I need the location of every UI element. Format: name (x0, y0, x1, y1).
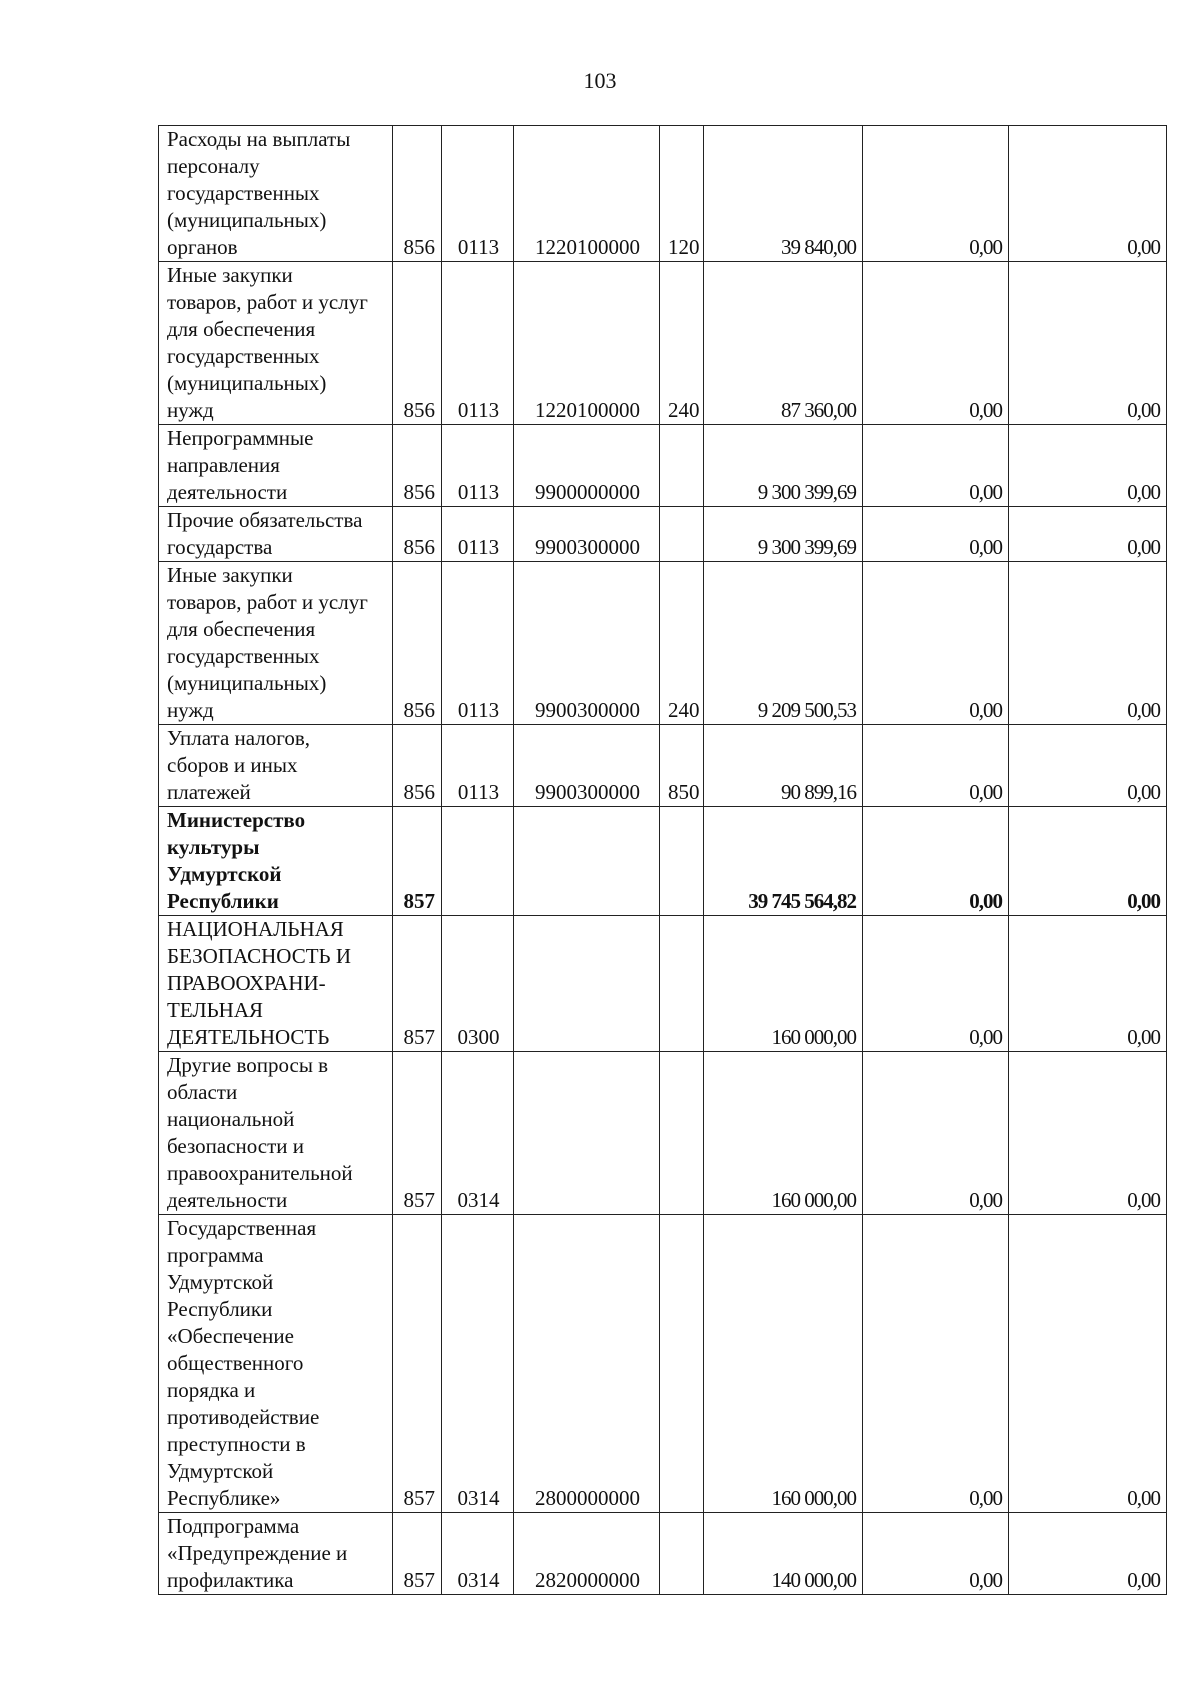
row-name-cell: Непрограммные направления деятельности (159, 425, 393, 507)
ministry-code-cell: 856 (393, 126, 442, 262)
table-row (159, 807, 1167, 916)
target-article-cell: 9900300000 (514, 562, 660, 725)
budget-table-body (159, 126, 1167, 1595)
table-row (159, 916, 1167, 1052)
ministry-code-cell: 856 (393, 262, 442, 425)
amount-cell-3: 0,00 (1009, 425, 1167, 507)
amount-cell-1: 140 000,00 (704, 1513, 863, 1595)
amount-cell-1: 160 000,00 (704, 1215, 863, 1513)
amount-cell-2: 0,00 (863, 725, 1009, 807)
section-code-cell: 0113 (442, 507, 514, 562)
amount-cell-2: 0,00 (863, 425, 1009, 507)
amount-cell-3: 0,00 (1009, 562, 1167, 725)
budget-table (158, 125, 1167, 1595)
ministry-code-cell: 856 (393, 507, 442, 562)
amount-cell-1: 39 840,00 (704, 126, 863, 262)
amount-cell-3: 0,00 (1009, 725, 1167, 807)
expense-type-cell (660, 916, 704, 1052)
row-name-cell: Подпрограмма «Предупреждение и профилактика (159, 1513, 393, 1595)
row-name-cell: Государственная программа Удмуртской Республики «Обеспечение общественного порядка и противодействие преступности в Удмуртской Республике» (159, 1215, 393, 1513)
table-row (159, 507, 1167, 562)
section-code-cell: 0314 (442, 1215, 514, 1513)
amount-cell-1: 9 300 399,69 (704, 507, 863, 562)
row-name-cell: Министерство культуры Удмуртской Республики (159, 807, 393, 916)
amount-cell-2: 0,00 (863, 916, 1009, 1052)
section-code-cell: 0300 (442, 916, 514, 1052)
amount-cell-2: 0,00 (863, 1513, 1009, 1595)
target-article-cell: 2820000000 (514, 1513, 660, 1595)
expense-type-cell: 240 (660, 562, 704, 725)
table-row (159, 725, 1167, 807)
expense-type-cell (660, 807, 704, 916)
ministry-code-cell: 857 (393, 807, 442, 916)
expense-type-cell (660, 1052, 704, 1215)
ministry-code-cell: 856 (393, 425, 442, 507)
amount-cell-2: 0,00 (863, 262, 1009, 425)
amount-cell-1: 90 899,16 (704, 725, 863, 807)
target-article-cell: 1220100000 (514, 126, 660, 262)
row-name-cell: Иные закупки товаров, работ и услуг для обеспечения государственных (муниципальных) нужд (159, 562, 393, 725)
ministry-code-cell: 856 (393, 725, 442, 807)
expense-type-cell (660, 425, 704, 507)
amount-cell-1: 87 360,00 (704, 262, 863, 425)
ministry-code-cell: 857 (393, 1215, 442, 1513)
expense-type-cell: 240 (660, 262, 704, 425)
amount-cell-1: 160 000,00 (704, 1052, 863, 1215)
amount-cell-1: 39 745 564,82 (704, 807, 863, 916)
section-code-cell: 0314 (442, 1513, 514, 1595)
amount-cell-3: 0,00 (1009, 1513, 1167, 1595)
amount-cell-3: 0,00 (1009, 807, 1167, 916)
ministry-code-cell: 857 (393, 916, 442, 1052)
target-article-cell: 1220100000 (514, 262, 660, 425)
target-article-cell: 9900000000 (514, 425, 660, 507)
target-article-cell (514, 916, 660, 1052)
amount-cell-3: 0,00 (1009, 126, 1167, 262)
section-code-cell: 0314 (442, 1052, 514, 1215)
expense-type-cell (660, 507, 704, 562)
target-article-cell (514, 807, 660, 916)
section-code-cell: 0113 (442, 262, 514, 425)
section-code-cell: 0113 (442, 126, 514, 262)
section-code-cell: 0113 (442, 725, 514, 807)
amount-cell-2: 0,00 (863, 562, 1009, 725)
table-row (159, 262, 1167, 425)
section-code-cell (442, 807, 514, 916)
target-article-cell: 2800000000 (514, 1215, 660, 1513)
ministry-code-cell: 857 (393, 1513, 442, 1595)
amount-cell-1: 9 300 399,69 (704, 425, 863, 507)
target-article-cell (514, 1052, 660, 1215)
expense-type-cell: 120 (660, 126, 704, 262)
ministry-code-cell: 856 (393, 562, 442, 725)
expense-type-cell: 850 (660, 725, 704, 807)
row-name-cell: Прочие обязательства государства (159, 507, 393, 562)
row-name-cell: НАЦИОНАЛЬНАЯ БЕЗОПАСНОСТЬ И ПРАВООХРАНИ- ТЕЛЬНАЯ ДЕЯТЕЛЬНОСТЬ (159, 916, 393, 1052)
amount-cell-2: 0,00 (863, 507, 1009, 562)
table-row (159, 126, 1167, 262)
section-code-cell: 0113 (442, 562, 514, 725)
amount-cell-2: 0,00 (863, 1052, 1009, 1215)
target-article-cell: 9900300000 (514, 725, 660, 807)
table-row (159, 1052, 1167, 1215)
row-name-cell: Иные закупки товаров, работ и услуг для обеспечения государственных (муниципальных) нужд (159, 262, 393, 425)
table-row (159, 425, 1167, 507)
expense-type-cell (660, 1215, 704, 1513)
amount-cell-1: 160 000,00 (704, 916, 863, 1052)
amount-cell-2: 0,00 (863, 1215, 1009, 1513)
amount-cell-1: 9 209 500,53 (704, 562, 863, 725)
table-row (159, 562, 1167, 725)
section-code-cell: 0113 (442, 425, 514, 507)
amount-cell-3: 0,00 (1009, 1052, 1167, 1215)
target-article-cell: 9900300000 (514, 507, 660, 562)
row-name-cell: Другие вопросы в области национальной безопасности и правоохранительной деятельности (159, 1052, 393, 1215)
amount-cell-2: 0,00 (863, 807, 1009, 916)
row-name-cell: Уплата налогов, сборов и иных платежей (159, 725, 393, 807)
page-number: 103 (583, 68, 617, 93)
amount-cell-3: 0,00 (1009, 916, 1167, 1052)
table-row (159, 1513, 1167, 1595)
amount-cell-2: 0,00 (863, 126, 1009, 262)
amount-cell-3: 0,00 (1009, 1215, 1167, 1513)
ministry-code-cell: 857 (393, 1052, 442, 1215)
table-row (159, 1215, 1167, 1513)
expense-type-cell (660, 1513, 704, 1595)
row-name-cell: Расходы на выплаты персоналу государственных (муниципальных) органов (159, 126, 393, 262)
amount-cell-3: 0,00 (1009, 507, 1167, 562)
amount-cell-3: 0,00 (1009, 262, 1167, 425)
